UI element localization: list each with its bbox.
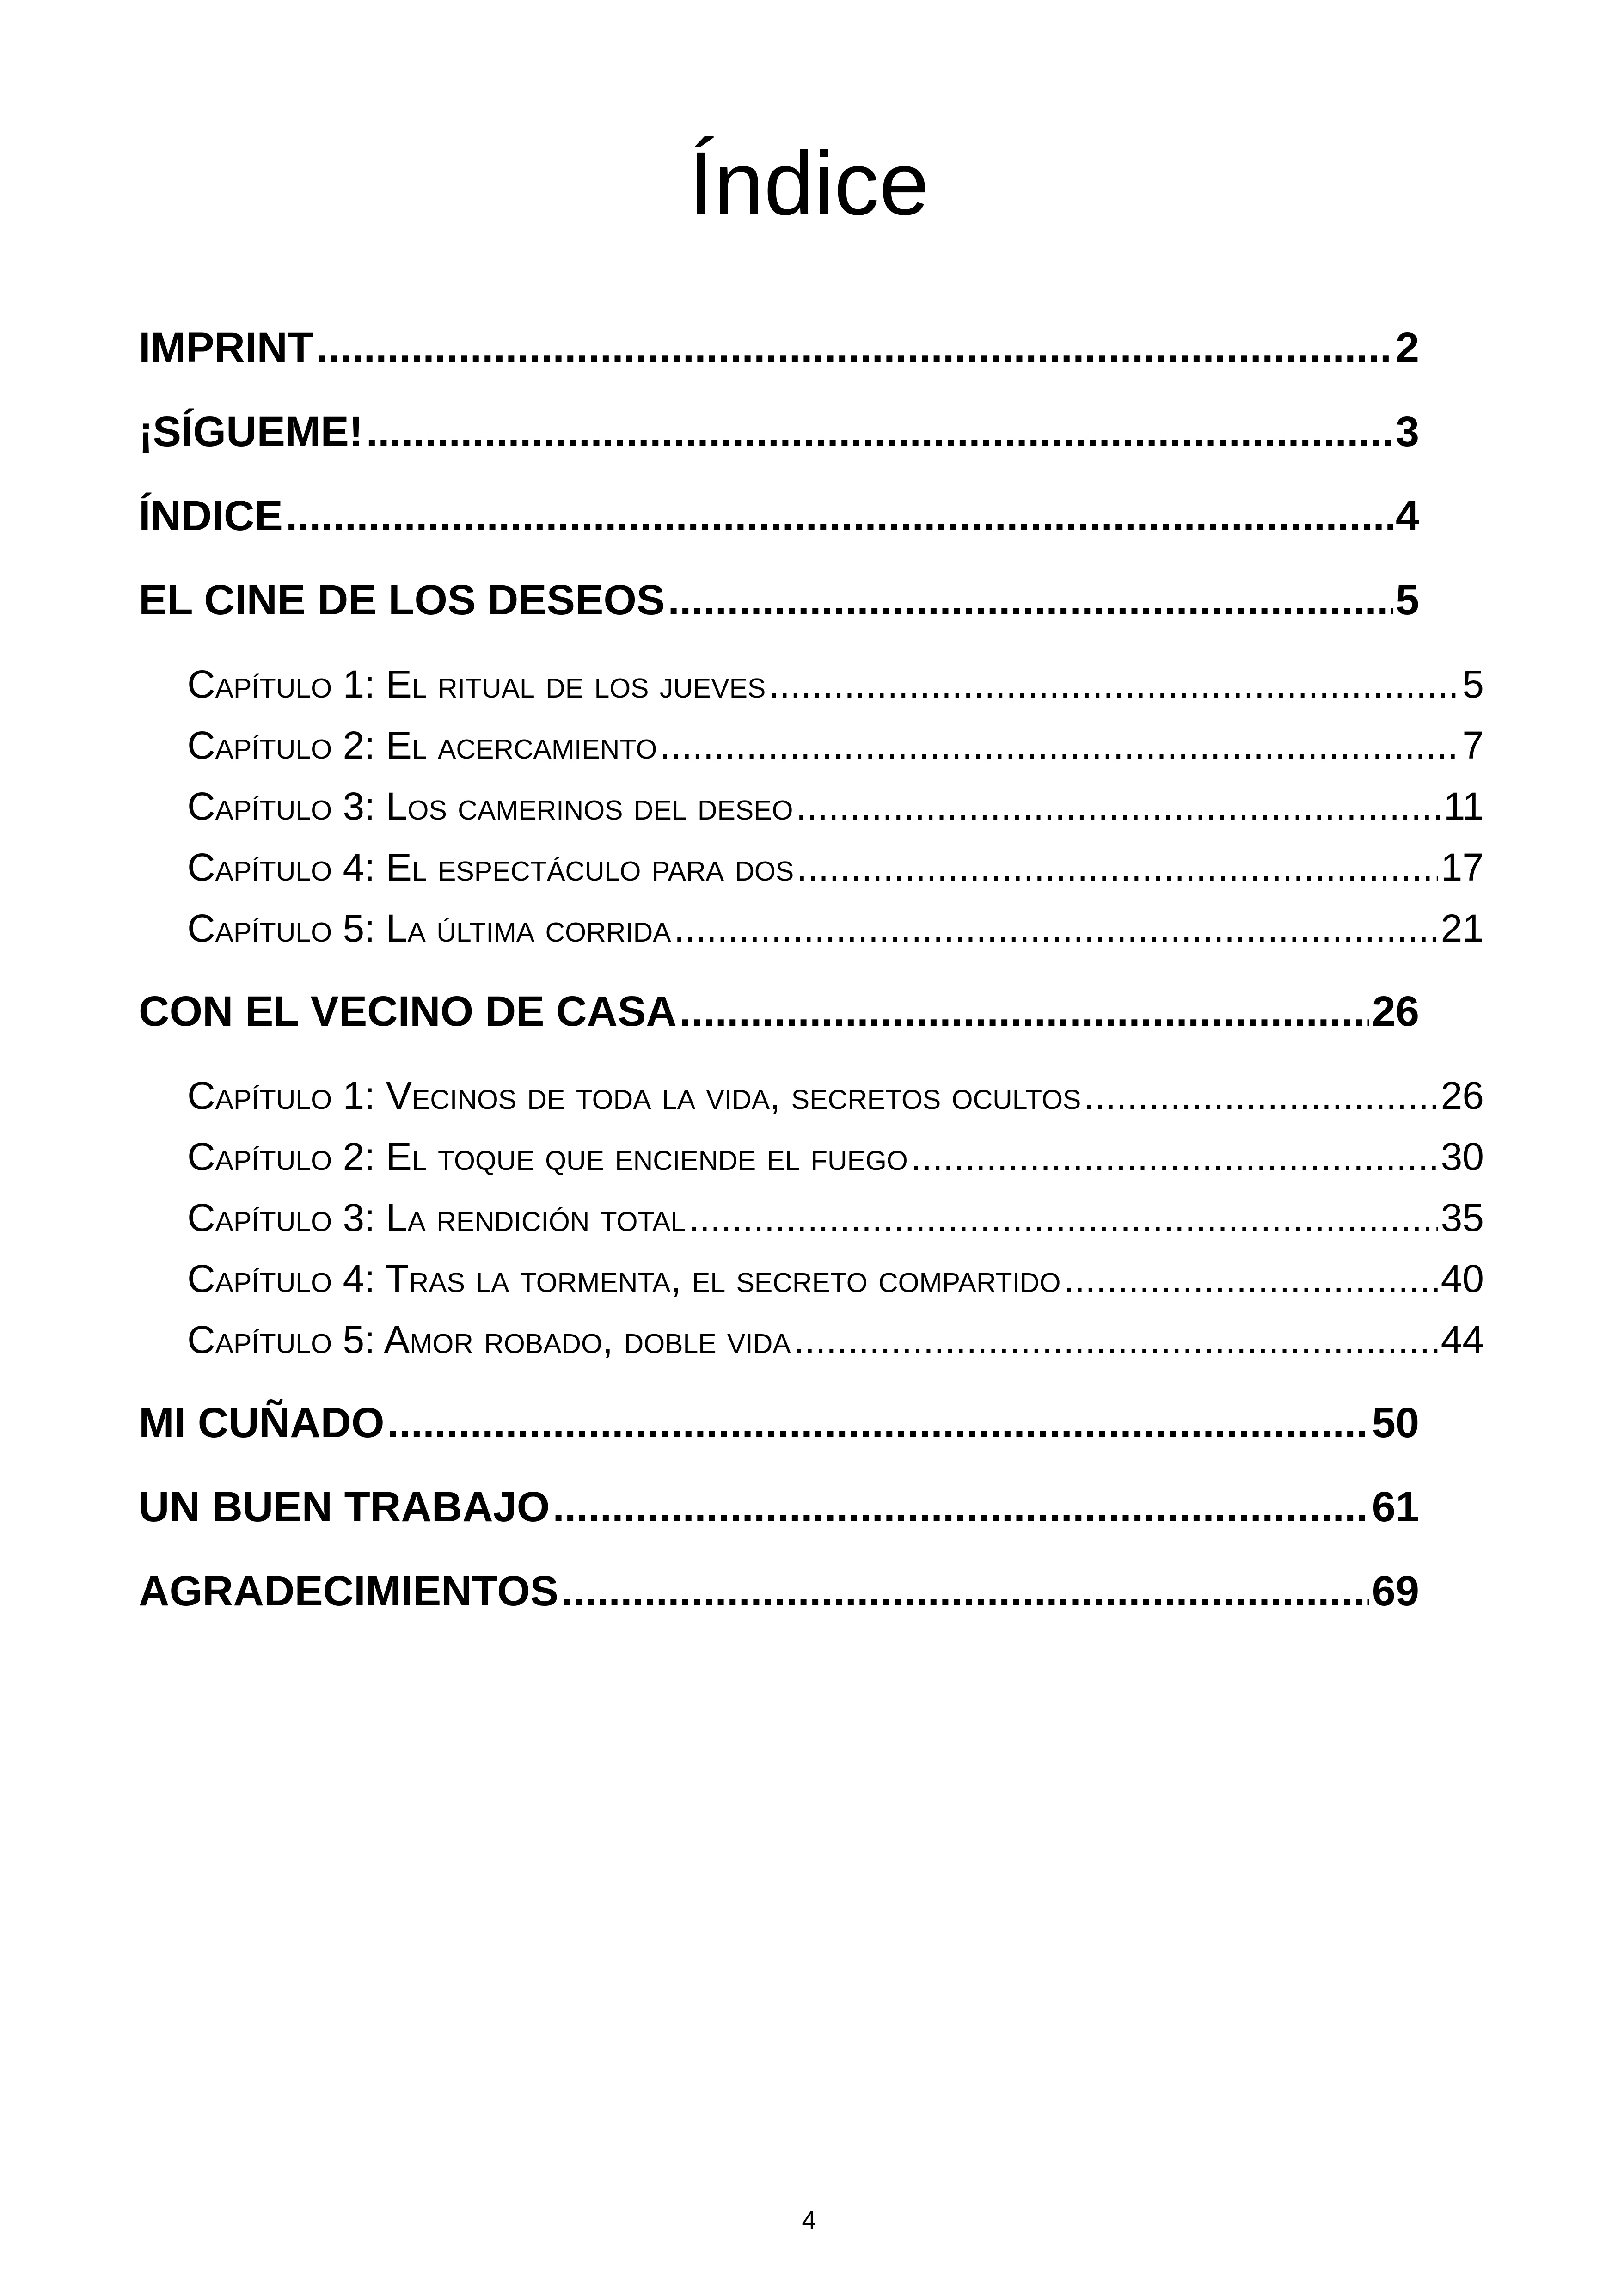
page-number: 4 bbox=[802, 2205, 816, 2235]
toc-entry-page: 61 bbox=[1372, 1483, 1419, 1531]
toc-entry-label: MI CUÑADO bbox=[139, 1399, 385, 1446]
toc-subentry[interactable] bbox=[187, 1317, 1484, 1373]
dot-leader bbox=[794, 1317, 1438, 1362]
toc-entry-con-el-vecino-de-casa[interactable] bbox=[139, 987, 1419, 1047]
toc-entry-label: Capítulo 1: El ritual de los jueves bbox=[187, 662, 766, 706]
toc-entry-label: Capítulo 4: El espectáculo para dos bbox=[187, 845, 794, 889]
toc-entry-page: 35 bbox=[1440, 1196, 1484, 1239]
toc-entry-page: 21 bbox=[1440, 906, 1484, 950]
toc-entry-label: CON EL VECINO DE CASA bbox=[139, 988, 677, 1035]
page-title: Índice bbox=[688, 133, 930, 234]
toc-entry-page: 17 bbox=[1440, 845, 1484, 889]
toc-entry-page: 2 bbox=[1395, 324, 1419, 371]
toc-entry-label: Capítulo 3: Los camerinos del deseo bbox=[187, 784, 793, 828]
dot-leader bbox=[911, 1134, 1438, 1179]
toc-entry-label: Capítulo 3: La rendición total bbox=[187, 1196, 686, 1239]
toc-entry-page: 50 bbox=[1372, 1399, 1419, 1446]
dot-leader bbox=[1084, 1073, 1438, 1118]
toc-entry-page: 26 bbox=[1372, 988, 1419, 1035]
toc-entry-label: IMPRINT bbox=[139, 324, 314, 371]
toc-entry-imprint[interactable] bbox=[139, 324, 1419, 384]
dot-leader bbox=[286, 492, 1393, 540]
toc-entry-page: 40 bbox=[1440, 1257, 1484, 1300]
toc-entry-page: 4 bbox=[1395, 492, 1419, 539]
toc-entry-indice[interactable] bbox=[139, 492, 1419, 552]
dot-leader bbox=[660, 723, 1459, 768]
toc-subentry[interactable] bbox=[187, 723, 1484, 778]
dot-leader bbox=[668, 576, 1393, 625]
toc-entry-label: UN BUEN TRABAJO bbox=[139, 1483, 550, 1531]
toc-subentry[interactable] bbox=[187, 906, 1484, 961]
toc-entry-un-buen-trabajo[interactable] bbox=[139, 1483, 1419, 1543]
toc-entry-agradecimientos[interactable] bbox=[139, 1567, 1419, 1627]
dot-leader bbox=[796, 784, 1440, 829]
toc-entry-el-cine-de-los-deseos[interactable] bbox=[139, 576, 1419, 636]
toc-subentry[interactable] bbox=[187, 1256, 1484, 1312]
toc-entry-label: Capítulo 4: Tras la tormenta, el secreto compartido bbox=[187, 1257, 1061, 1300]
toc-entry-label: EL CINE DE LOS DESEOS bbox=[139, 576, 665, 624]
toc-entry-page: 3 bbox=[1395, 408, 1419, 455]
dot-leader bbox=[674, 906, 1438, 951]
toc-entry-page: 5 bbox=[1462, 662, 1484, 706]
toc-entry-page: 7 bbox=[1462, 723, 1484, 767]
dot-leader bbox=[797, 845, 1438, 890]
dot-leader bbox=[561, 1567, 1369, 1616]
toc-entry-label: AGRADECIMIENTOS bbox=[139, 1567, 559, 1615]
dot-leader bbox=[768, 662, 1459, 707]
toc-subentry[interactable] bbox=[187, 662, 1484, 717]
toc-entry-label: Capítulo 2: El toque que enciende el fuego bbox=[187, 1135, 908, 1178]
toc-entry-label: Capítulo 5: La última corrida bbox=[187, 906, 671, 950]
dot-leader bbox=[680, 987, 1369, 1036]
dot-leader bbox=[688, 1195, 1438, 1240]
toc-subentry[interactable] bbox=[187, 845, 1484, 900]
toc-entry-label: Capítulo 2: El acercamiento bbox=[187, 723, 657, 767]
toc-subentry[interactable] bbox=[187, 1134, 1484, 1190]
toc-entry-label: ÍNDICE bbox=[139, 492, 283, 539]
toc-entry-page: 30 bbox=[1440, 1135, 1484, 1178]
dot-leader bbox=[1064, 1256, 1438, 1301]
toc-entry-page: 5 bbox=[1395, 576, 1419, 624]
dot-leader bbox=[366, 408, 1393, 456]
dot-leader bbox=[316, 324, 1393, 372]
toc-entry-page: 44 bbox=[1440, 1318, 1484, 1361]
toc-subentry[interactable] bbox=[187, 1073, 1484, 1129]
toc-subentry[interactable] bbox=[187, 784, 1484, 839]
toc-entry-label: Capítulo 1: Vecinos de toda la vida, secretos ocultos bbox=[187, 1074, 1081, 1117]
toc-entry-label: ¡SÍGUEME! bbox=[139, 408, 363, 455]
toc-entry-page: 69 bbox=[1372, 1567, 1419, 1615]
toc-entry-mi-cunado[interactable] bbox=[139, 1399, 1419, 1459]
dot-leader bbox=[387, 1399, 1369, 1447]
toc-subentry[interactable] bbox=[187, 1195, 1484, 1251]
dot-leader bbox=[552, 1483, 1369, 1531]
toc-entry-page: 11 bbox=[1443, 784, 1484, 828]
toc-entry-label: Capítulo 5: Amor robado, doble vida bbox=[187, 1318, 791, 1361]
toc-entry-sigueme[interactable] bbox=[139, 408, 1419, 468]
toc-entry-page: 26 bbox=[1440, 1074, 1484, 1117]
